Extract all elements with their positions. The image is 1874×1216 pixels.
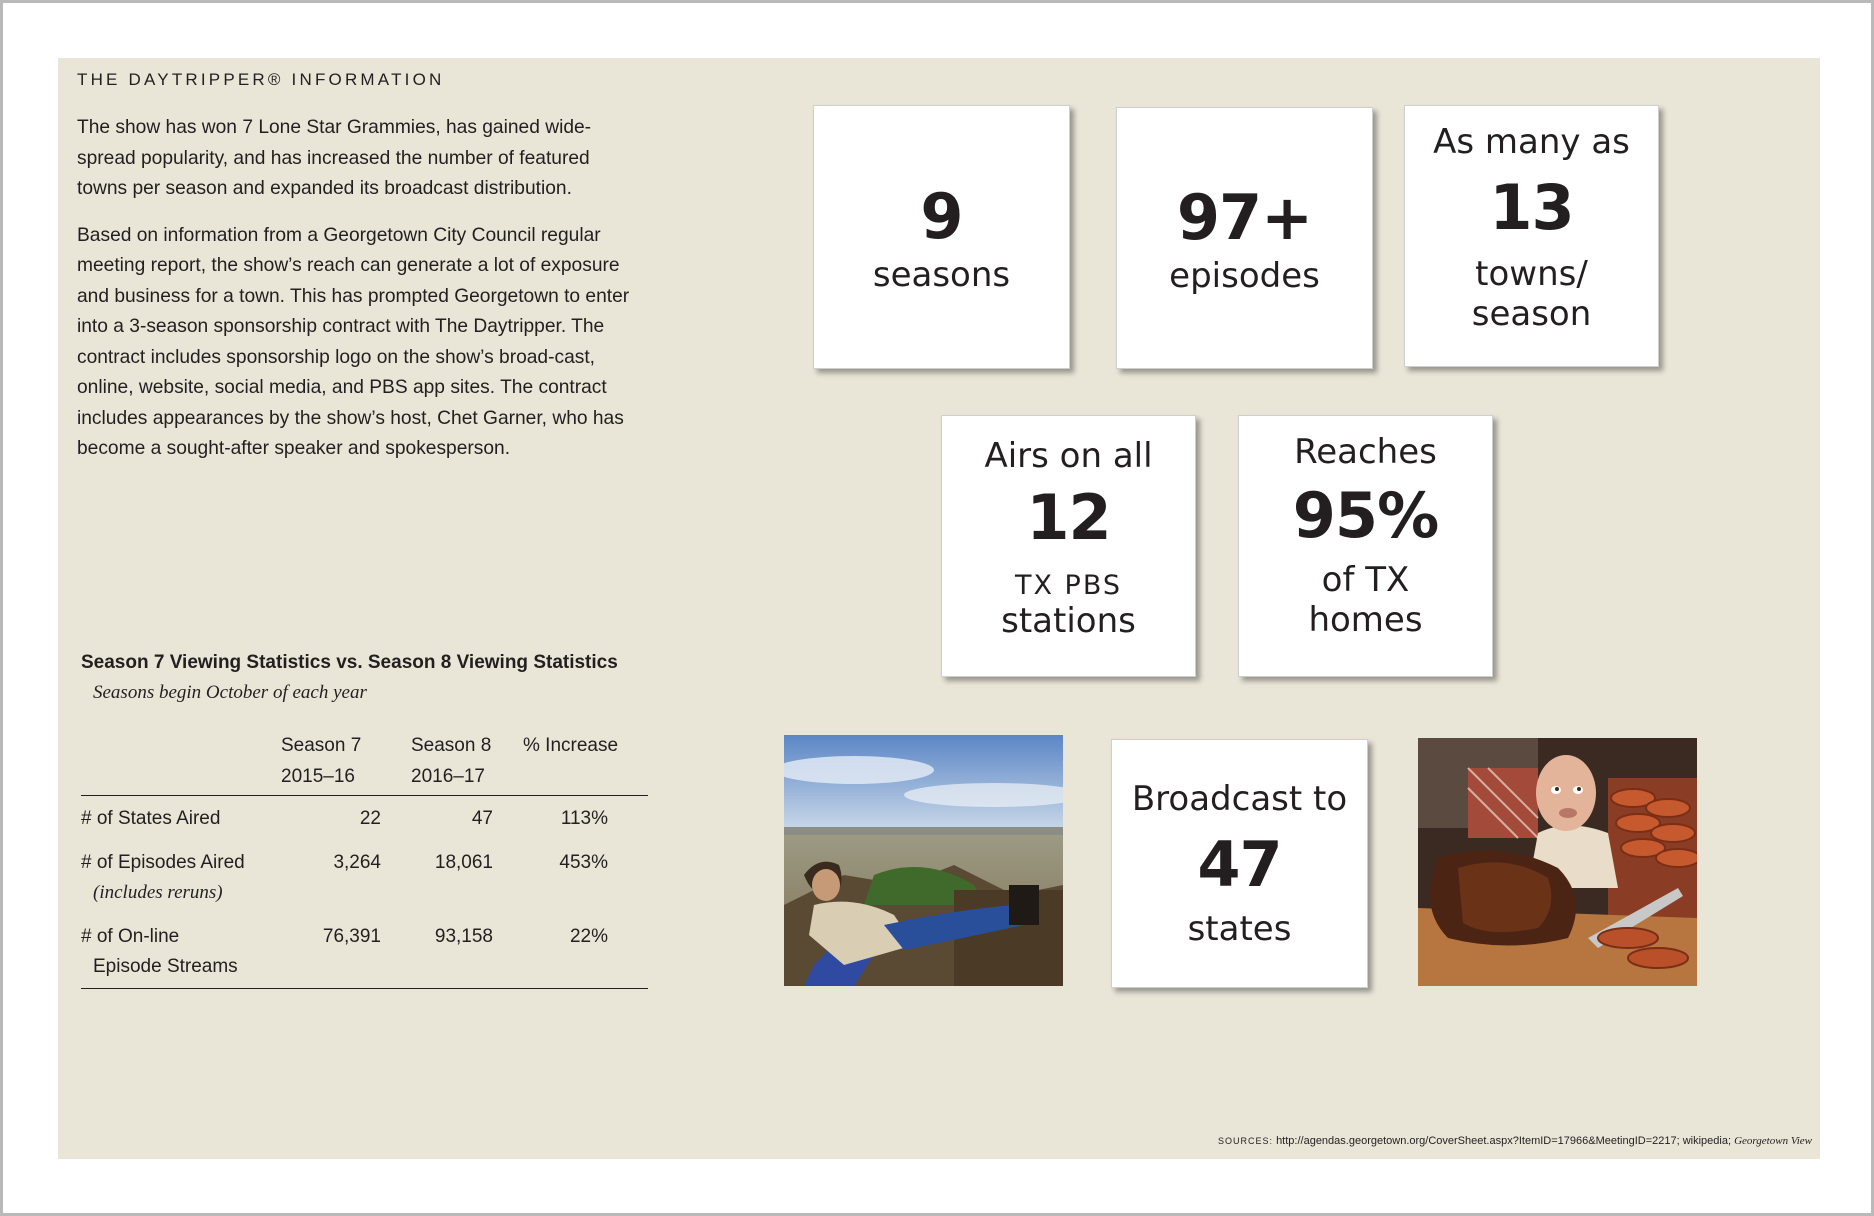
stat-label: of TX	[1321, 560, 1410, 600]
column-header-line: Season 8	[411, 735, 492, 756]
viewing-stats-table	[81, 730, 648, 989]
stat-card-episodes	[1116, 107, 1373, 369]
column-header-increase	[523, 730, 648, 796]
table-row	[81, 840, 648, 914]
cell-season-8: 47	[471, 808, 493, 829]
row-label-text: # of Episodes Aired	[81, 852, 245, 873]
stat-label: TX PBS	[1014, 570, 1123, 601]
stat-card-towns	[1404, 105, 1659, 367]
row-label	[81, 796, 281, 841]
intro-text	[77, 113, 637, 481]
cell-season-8: 18,061	[434, 852, 493, 873]
table-header-row	[81, 730, 648, 796]
cell-increase: 22%	[523, 914, 648, 989]
stat-card-homes	[1238, 415, 1493, 677]
column-header-line: Season 7	[281, 735, 362, 756]
host-overlook-image	[784, 735, 1063, 986]
intro-paragraph-1: The show has won 7 Lone Star Grammies, has gained wide-spread popularity, and has increased the number of featured towns per season and expanded its broadcast distribution.	[77, 117, 592, 199]
stat-prefix: As many as	[1433, 122, 1630, 162]
sources-label: SOURCES:	[1217, 1136, 1273, 1146]
row-label-text: # of States Aired	[81, 808, 221, 829]
stats-table-title: Season 7 Viewing Statistics vs. Season 8 Viewing Statistics	[81, 652, 618, 673]
stat-prefix: Broadcast to	[1131, 778, 1348, 819]
stat-number: 97+	[1176, 181, 1313, 254]
row-label-text: # of On-line	[81, 926, 180, 947]
row-label-continued: Episode Streams	[93, 956, 238, 977]
stat-card-stations	[941, 415, 1196, 677]
stat-prefix: Reaches	[1294, 432, 1437, 472]
sources-footnote	[1218, 1135, 1812, 1147]
stat-label: season	[1471, 294, 1592, 334]
stat-number: 95%	[1292, 479, 1439, 552]
stat-label: stations	[1001, 601, 1136, 641]
sources-italic: Georgetown View	[1734, 1135, 1812, 1147]
section-eyebrow: THE DAYTRIPPER® INFORMATION	[77, 70, 445, 89]
column-header-line: 2015–16	[281, 766, 355, 787]
table-row	[81, 796, 648, 841]
stat-label: towns/	[1475, 254, 1588, 294]
stat-number: 12	[1026, 481, 1111, 554]
stat-number: 13	[1489, 171, 1574, 244]
cell-season-8: 93,158	[411, 914, 523, 989]
stat-label: seasons	[872, 255, 1011, 295]
cell-increase: 113%	[560, 808, 608, 829]
table-row	[81, 914, 648, 989]
column-header-season-7	[281, 730, 411, 796]
cell-increase: 453%	[559, 852, 608, 873]
cell-season-7: 76,391	[281, 914, 411, 989]
cell-season-7: 22	[359, 808, 381, 829]
stat-card-states	[1111, 739, 1368, 988]
row-label	[81, 914, 281, 989]
column-header-season-8	[411, 730, 523, 796]
row-label-note: (includes reruns)	[93, 882, 223, 903]
stats-table-subtitle: Seasons begin October of each year	[93, 682, 367, 703]
stat-number: 9	[920, 180, 963, 253]
stat-label: homes	[1308, 600, 1423, 640]
info-panel	[58, 58, 1820, 1159]
stat-label: states	[1187, 908, 1292, 949]
column-header-line: % Increase	[523, 735, 619, 756]
intro-paragraph-2: Based on information from a Georgetown City Council regular meeting report, the show’s reach can generate a lot of exposure and business for a town. This has prompted Georgetown to enter into a 3-season sponsorship contract with The Daytripper. The contract includes sponsorship logo on the show’s broad-cast, online, website, social media, and PBS app sites. The contract includes appearances by the show’s host, Chet Garner, who has become a sought-after speaker and spokesperson.	[77, 224, 630, 459]
cell-season-7: 3,264	[333, 852, 381, 873]
host-barbecue-photo	[1418, 738, 1697, 986]
stat-card-seasons	[813, 105, 1070, 369]
column-header-line: 2016–17	[411, 766, 485, 787]
sources-text: http://agendas.georgetown.org/CoverSheet.aspx?ItemID=17966&MeetingID=2217; wikipedia;	[1276, 1135, 1732, 1147]
stat-label: episodes	[1169, 256, 1320, 296]
host-barbecue-image	[1418, 738, 1697, 986]
row-label	[81, 840, 281, 914]
column-header-label	[81, 730, 281, 796]
host-overlook-photo	[784, 735, 1063, 986]
stat-prefix: Airs on all	[984, 436, 1153, 476]
stat-number: 47	[1197, 827, 1282, 901]
